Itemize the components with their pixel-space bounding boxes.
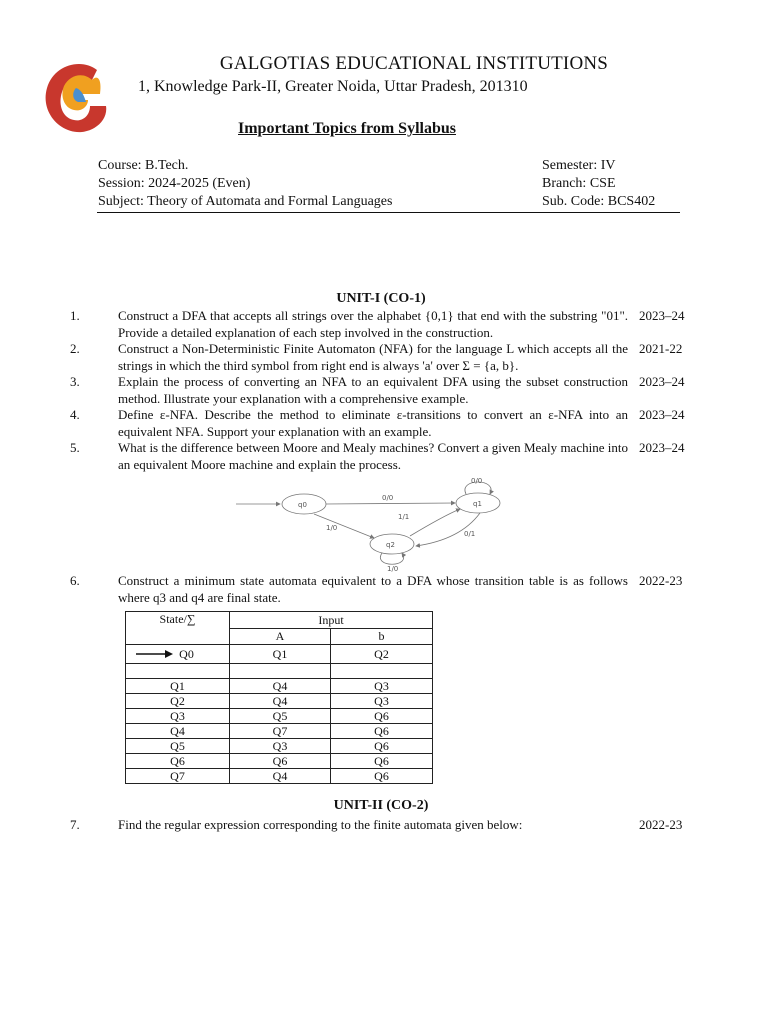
table-cell-state: Q6 [126,754,230,769]
table-cell-b: Q6 [331,769,433,784]
question-text: What is the difference between Moore and Mealy machines? Convert a given Mealy machine into an equivalent Moore machine and explain the process. [118,440,628,472]
question-year: 2022-23 [639,573,683,588]
edge-q0-q2 [314,514,374,538]
table-cell-b: Q6 [331,754,433,769]
table-spacer [230,664,331,679]
question-number: 4. [70,407,80,422]
edge-q2-q1 [410,509,460,536]
table-cell-state: Q3 [126,709,230,724]
edge-q0-q1-label: 0/0 [382,494,394,502]
question-year: 2023–24 [639,407,685,422]
edge-q2-loop [380,553,403,564]
table-row [126,739,433,754]
table-cell-b: Q2 [331,645,433,664]
table-cell-state: Q7 [126,769,230,784]
table-cell-state [126,645,230,664]
header-col-a: A [230,628,331,645]
table-spacer [126,664,230,679]
table-cell-b: Q3 [331,694,433,709]
header-input: Input [230,612,433,629]
session-label: Session: 2024-2025 (Even) [98,176,251,191]
table-row [126,679,433,694]
edge-q1-q2-label: 0/1 [464,530,476,538]
table-row [126,769,433,784]
edge-q2-q1-label: 1/1 [398,513,410,521]
table-row [126,645,433,664]
header-state: State/∑ [126,612,230,645]
institution-name: GALGOTIAS EDUCATIONAL INSTITUTIONS [219,53,609,74]
start-state-arrow-icon [136,648,174,660]
header-col-b: b [331,628,433,645]
unit-2-heading: UNIT-II (CO-2) [333,798,429,813]
table-header-row [126,612,433,629]
unit-1-heading: UNIT-I (CO-1) [336,291,426,306]
edge-q2-loop-label: 1/0 [387,565,399,572]
question-number: 3. [70,374,80,389]
mealy-machine-diagram [234,476,534,572]
table-cell-state: Q4 [126,724,230,739]
question-year: 2023–24 [639,374,685,389]
table-cell-a: Q4 [230,769,331,784]
transition-table [125,611,433,784]
table-cell-b: Q6 [331,724,433,739]
table-cell-state-label: Q0 [179,647,194,661]
table-cell-a: Q7 [230,724,331,739]
question-year: 2023–24 [639,308,685,323]
table-row [126,724,433,739]
question-number: 2. [70,341,80,356]
edge-q0-q2-label: 1/0 [326,524,338,532]
sub-code-label: Sub. Code: BCS402 [542,194,656,209]
question-text: Find the regular expression corresponding to the finite automata given below: [118,817,523,832]
table-cell-a: Q3 [230,739,331,754]
question-text: Explain the process of converting an NFA to an equivalent DFA using the subset construction method. Illustrate your explanation with a comprehensive example. [118,374,628,406]
table-cell-state: Q5 [126,739,230,754]
table-row [126,709,433,724]
state-q2-label: q2 [386,541,395,549]
question-text: Construct a Non-Deterministic Finite Automaton (NFA) for the language L which accepts all the strings in which the third symbol from right end is always 'a' over Σ = {a, b}. [118,341,628,373]
state-q1-label: q1 [473,500,482,508]
table-row [126,694,433,709]
question-number: 5. [70,440,80,455]
question-year: 2023–24 [639,440,685,455]
header-divider [97,212,680,213]
table-cell-a: Q4 [230,679,331,694]
table-cell-a: Q1 [230,645,331,664]
institution-address: 1, Knowledge Park-II, Greater Noida, Uttar Pradesh, 201310 [138,78,528,95]
table-cell-b: Q6 [331,709,433,724]
question-year: 2021-22 [639,341,683,356]
question-number: 1. [70,308,80,323]
question-year: 2022-23 [639,817,683,832]
edge-q0-q1 [326,503,455,504]
question-number: 7. [70,817,80,832]
document-title: Important Topics from Syllabus [238,120,456,137]
semester-label: Semester: IV [542,158,616,173]
table-cell-state: Q1 [126,679,230,694]
question-number: 6. [70,573,80,588]
table-cell-a: Q6 [230,754,331,769]
table-cell-b: Q6 [331,739,433,754]
table-spacer [331,664,433,679]
table-row [126,754,433,769]
question-text: Define ε-NFA. Describe the method to eliminate ε-transitions to convert an ε-NFA into an equivalent NFA. Support your explanation with an example. [118,407,628,439]
edge-q1-loop-label: 0/0 [471,477,483,485]
state-q0-label: q0 [298,501,307,509]
table-cell-state: Q2 [126,694,230,709]
question-text: Construct a DFA that accepts all strings over the alphabet {0,1} that end with the substring "01". Provide a detailed explanation of each step involved in the construction. [118,308,628,340]
table-cell-b: Q3 [331,679,433,694]
question-text: Construct a minimum state automata equivalent to a DFA whose transition table is as follows where q3 and q4 are final state. [118,573,628,605]
table-cell-a: Q4 [230,694,331,709]
branch-label: Branch: CSE [542,176,616,191]
table-cell-a: Q5 [230,709,331,724]
subject-label: Subject: Theory of Automata and Formal Languages [98,194,393,209]
course-label: Course: B.Tech. [98,158,189,173]
